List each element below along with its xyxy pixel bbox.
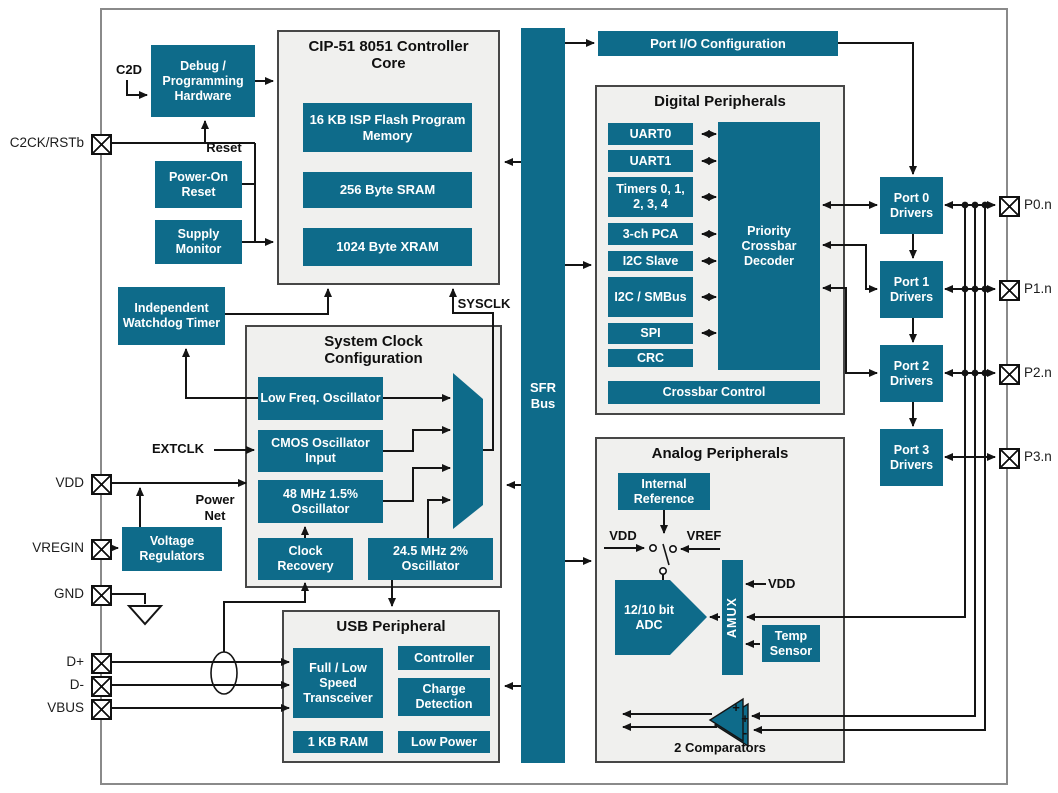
usb-peripheral-title: USB Peripheral (336, 618, 446, 635)
timers-block: Timers 0, 1, 2, 3, 4 (608, 177, 693, 217)
usb-pair-ellipse-icon (211, 652, 237, 694)
power-net-label: Power Net (195, 492, 235, 523)
pin-c2ck-rstb-icon (91, 134, 112, 155)
i2c-smbus-block: I2C / SMBus (608, 277, 693, 317)
osc-48mhz-block: 48 MHz 1.5% Oscillator (258, 480, 383, 523)
digital-peripherals-title: Digital Peripherals (654, 93, 786, 110)
pin-p2n-icon (999, 364, 1020, 385)
pin-dplus-icon (91, 653, 112, 674)
pin-label-dminus: D- (69, 677, 84, 692)
switch-nodes (650, 545, 676, 574)
comparators-label: 2 Comparators (674, 740, 766, 755)
temp-sensor-block: Temp Sensor (762, 625, 820, 662)
pin-dminus-icon (91, 676, 112, 697)
c2d-label: C2D (115, 62, 142, 77)
crc-block: CRC (608, 349, 693, 367)
port0-drivers-block: Port 0 Drivers (880, 177, 943, 234)
usb-transceiver-block: Full / Low Speed Transceiver (293, 648, 383, 718)
analog-vdd-label: VDD (609, 528, 637, 543)
sysclk-label: SYSCLK (457, 296, 511, 311)
adc-label: 12/10 bit ADC (623, 602, 675, 632)
pin-p3n-icon (999, 448, 1020, 469)
pin-label-gnd: GND (54, 586, 84, 601)
priority-crossbar-decoder-block: Priority Crossbar Decoder (718, 122, 820, 370)
pin-vbus-icon (91, 699, 112, 720)
pin-p0n-icon (999, 196, 1020, 217)
sram-block: 256 Byte SRAM (303, 172, 472, 208)
clock-mux-shape (453, 373, 483, 529)
pin-label-p3n: P3.n (1024, 449, 1052, 464)
debug-programming-block: Debug / Programming Hardware (151, 45, 255, 117)
pin-label-vbus: VBUS (47, 700, 84, 715)
pca-block: 3-ch PCA (608, 223, 693, 245)
analog-vref-label: VREF (686, 528, 722, 543)
svg-text:+: + (741, 711, 749, 726)
pin-gnd-icon (91, 585, 112, 606)
uart1-block: UART1 (608, 150, 693, 172)
internal-reference-block: Internal Reference (618, 473, 710, 510)
watchdog-timer-block: Independent Watchdog Timer (118, 287, 225, 345)
port1-drivers-block: Port 1 Drivers (880, 261, 943, 318)
pin-label-p0n: P0.n (1024, 197, 1052, 212)
pin-vregin-icon (91, 539, 112, 560)
clock-recovery-block: Clock Recovery (258, 538, 353, 580)
usb-low-power-block: Low Power (398, 731, 490, 753)
amux-block: AMUX (722, 560, 743, 675)
port2-drivers-block: Port 2 Drivers (880, 345, 943, 402)
usb-ram-block: 1 KB RAM (293, 731, 383, 753)
i2c-slave-block: I2C Slave (608, 251, 693, 271)
pin-p1n-icon (999, 280, 1020, 301)
comparator-icon (710, 699, 749, 746)
system-clock-title: System Clock Configuration (324, 333, 423, 368)
osc-245mhz-block: 24.5 MHz 2% Oscillator (368, 538, 493, 580)
extclk-label: EXTCLK (152, 441, 204, 456)
c2d-wire (127, 80, 147, 95)
reference-switch-icon (663, 544, 669, 565)
pin-label-p1n: P1.n (1024, 281, 1052, 296)
usb-controller-block: Controller (398, 646, 490, 670)
amux-vdd-label: VDD (768, 576, 796, 591)
sfr-bus-block: SFR Bus (521, 28, 565, 763)
port-io-config-block: Port I/O Configuration (598, 31, 838, 56)
ground-icon (129, 606, 161, 624)
pin-label-vdd: VDD (55, 475, 84, 490)
crossbar-control-block: Crossbar Control (608, 381, 820, 404)
cip51-core-title: CIP-51 8051 Controller Core (308, 38, 469, 73)
reset-label: Reset (206, 140, 242, 155)
pin-label-dplus: D+ (66, 654, 84, 669)
cmos-osc-input-block: CMOS Oscillator Input (258, 430, 383, 472)
spi-block: SPI (608, 323, 693, 344)
xram-block: 1024 Byte XRAM (303, 228, 472, 266)
svg-text:-: - (742, 725, 748, 740)
analog-peripherals-title: Analog Peripherals (651, 445, 789, 462)
usb-charge-detection-block: Charge Detection (398, 678, 490, 716)
pin-label-p2n: P2.n (1024, 365, 1052, 380)
flash-block: 16 KB ISP Flash Program Memory (303, 103, 472, 152)
pin-label-vregin: VREGIN (32, 540, 84, 555)
pin-vdd-icon (91, 474, 112, 495)
svg-text:+: + (732, 700, 740, 715)
power-on-reset-block: Power-On Reset (155, 161, 242, 208)
supply-monitor-block: Supply Monitor (155, 220, 242, 264)
pin-label-c2ck-rstb: C2CK/RSTb (9, 135, 84, 150)
low-freq-osc-block: Low Freq. Oscillator (258, 377, 383, 420)
voltage-regulators-block: Voltage Regulators (122, 527, 222, 571)
uart0-block: UART0 (608, 123, 693, 145)
port3-drivers-block: Port 3 Drivers (880, 429, 943, 486)
